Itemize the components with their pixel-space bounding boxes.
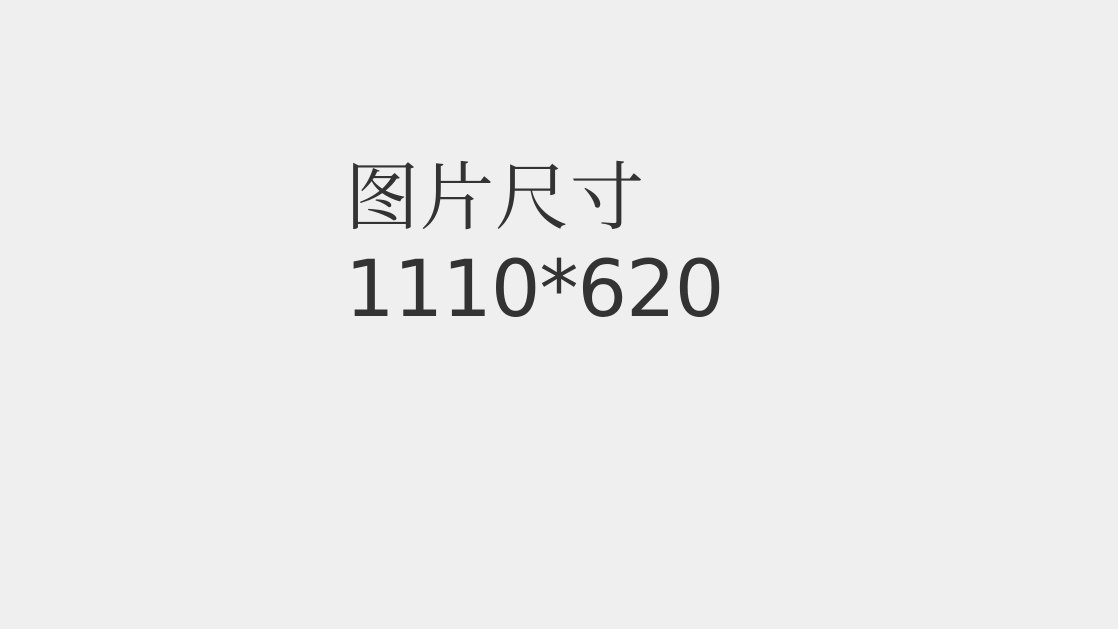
placeholder-title: 图片尺寸 [345,155,645,241]
image-size-placeholder [345,152,723,336]
placeholder-dimensions: 1110*620 [345,245,724,335]
